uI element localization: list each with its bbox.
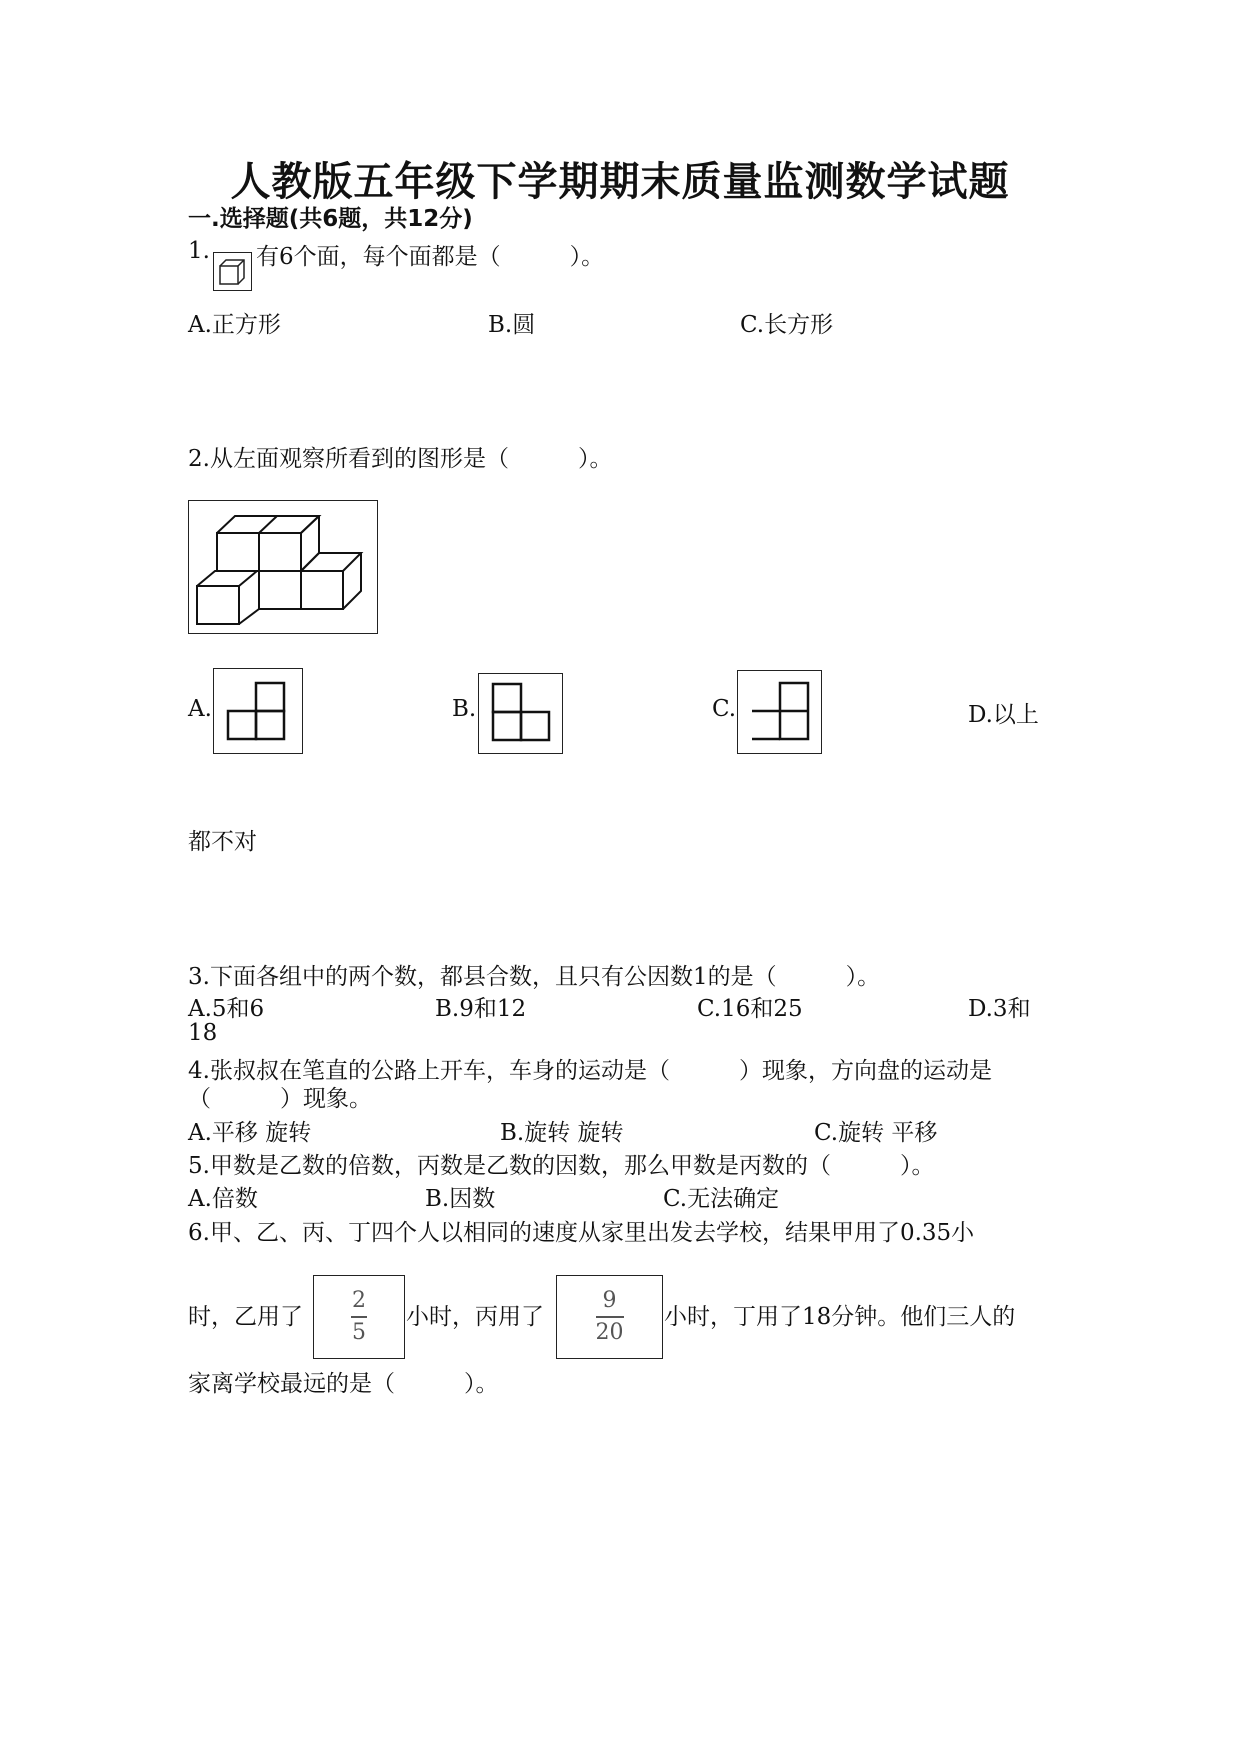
q1-option-c[interactable]: C.长方形: [740, 312, 834, 338]
q1-text: 有6个面，每个面都是（ ）。: [256, 244, 605, 270]
q4-text-line1: 4.张叔叔在笔直的公路上开车，车身的运动是（ ）现象，方向盘的运动是: [188, 1058, 992, 1084]
q6-text-line1: 6.甲、乙、丙、丁四个人以相同的速度从家里出发去学校，结果甲用了0.35小: [188, 1220, 975, 1246]
fraction-nine-twentieths: [556, 1275, 663, 1359]
q6-text-segment2: 小时，丙用了: [406, 1304, 544, 1330]
fraction-numerator: 2: [352, 1288, 366, 1313]
section-heading: 一.选择题(共6题，共12分): [188, 206, 473, 232]
q1-number: 1.: [188, 238, 210, 264]
q4-option-c[interactable]: C.旋转 平移: [814, 1120, 938, 1146]
cube-stack-figure: [188, 500, 378, 634]
q5-option-a[interactable]: A.倍数: [188, 1186, 258, 1212]
page-title: 人教版五年级下学期期末质量监测数学试题: [230, 159, 1010, 205]
q6-text-segment3: 小时，丁用了18分钟。他们三人的: [664, 1304, 1016, 1330]
q5-option-c[interactable]: C.无法确定: [663, 1186, 780, 1212]
q1-option-b[interactable]: B.圆: [488, 312, 536, 338]
q6-text-segment1: 时，乙用了: [188, 1304, 303, 1330]
q3-option-b[interactable]: B.9和12: [435, 996, 527, 1022]
fraction-denominator: 5: [352, 1320, 366, 1345]
fraction-numerator: 9: [602, 1288, 617, 1313]
fraction-bar: [351, 1316, 367, 1318]
q6-text-line3: 家离学校最远的是（ ）。: [188, 1371, 499, 1397]
fraction-denominator: 20: [595, 1320, 624, 1345]
fraction-bar: [596, 1316, 624, 1318]
q2-option-c[interactable]: C.: [712, 696, 737, 722]
q3-text: 3.下面各组中的两个数，都县合数，且只有公因数1的是（ ）。: [188, 964, 881, 990]
option-b-figure: [478, 673, 563, 754]
q3-option-d-continued: 18: [188, 1020, 218, 1046]
q2-text: 2.从左面观察所看到的图形是（ ）。: [188, 446, 613, 472]
q5-option-b[interactable]: B.因数: [425, 1186, 496, 1212]
q3-option-a[interactable]: A.5和6: [188, 996, 265, 1022]
q2-option-b[interactable]: B.: [452, 696, 477, 722]
q3-option-d[interactable]: D.3和: [968, 996, 1031, 1022]
q3-option-c[interactable]: C.16和25: [697, 996, 803, 1022]
q4-option-a[interactable]: A.平移 旋转: [188, 1120, 312, 1146]
q5-text: 5.甲数是乙数的倍数，丙数是乙数的因数，那么甲数是丙数的（ ）。: [188, 1153, 935, 1179]
q2-option-d[interactable]: D.以上: [968, 702, 1039, 728]
option-a-figure: [213, 668, 303, 754]
cube-icon: [213, 252, 252, 291]
option-c-figure: [737, 670, 822, 754]
q2-option-d-continued: 都不对: [188, 829, 257, 855]
q2-option-a[interactable]: A.: [188, 696, 212, 722]
q1-option-a[interactable]: A.正方形: [188, 312, 281, 338]
q4-option-b[interactable]: B.旋转 旋转: [500, 1120, 624, 1146]
q4-text-line2: （ ）现象。: [188, 1086, 372, 1112]
fraction-two-fifths: [313, 1275, 405, 1359]
